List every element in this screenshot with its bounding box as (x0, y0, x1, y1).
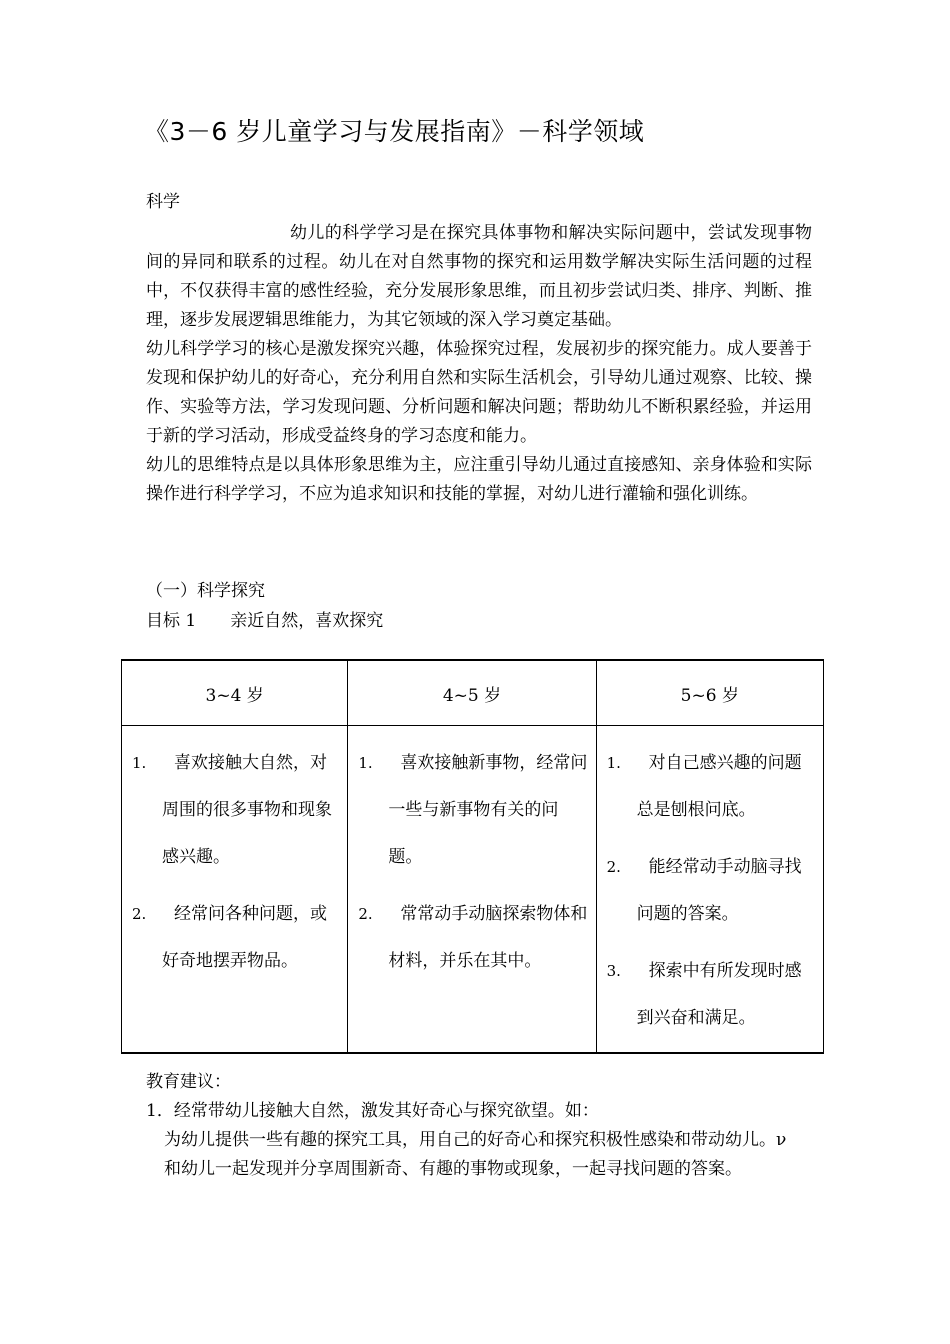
table-cell-4-5 (348, 726, 596, 1054)
list-item (132, 740, 339, 881)
item-text: 能经常动手动脑寻找问题的答案。 (636, 857, 802, 924)
advice-item-1: 1．经常带幼儿接触大自然，激发其好奇心与探究欲望。如： (146, 1101, 599, 1121)
table-header-5-6: 5~6 岁 (596, 660, 823, 726)
item-text: 对自己感兴趣的问题总是刨根问底。 (636, 753, 802, 820)
advice-line-2: 为幼儿提供一些有趣的探究工具，用自己的好奇心和探究积极性感染和带动幼儿。ν (164, 1130, 787, 1150)
intro-paragraph-2: 幼儿科学学习的核心是激发探究兴趣，体验探究过程，发展初步的探究能力。成人要善于发现和保护幼儿的好奇心，充分利用自然和实际生活机会，引导幼儿通过观察、比较、操作、实验等方法，学习发现问题、分析问题和解决问题；帮助幼儿不断积累经验，并运用于新的学习活动，形成受益终身的学习态度和能力。 (146, 339, 812, 446)
item-text: 喜欢接触大自然，对周围的很多事物和现象感兴趣。 (162, 753, 332, 867)
item-number: 2. (132, 905, 147, 923)
intro-paragraph-1: 幼儿的科学学习是在探究具体事物和解决实际问题中，尝试发现事物间的异同和联系的过程。幼儿在对自然事物的探究和运用数学解决实际生活问题的过程中，不仅获得丰富的感性经验，充分发展形象思维，而且初步尝试归类、排序、判断、推理，逐步发展逻辑思维能力，为其它领域的深入学习奠定基础。 (146, 223, 812, 330)
list-item (358, 891, 587, 985)
item-number: 1. (358, 754, 373, 772)
table-cell-3-4 (122, 726, 348, 1054)
section-heading: 科学 (146, 192, 180, 212)
document-title: 《3－6 岁儿童学习与发展指南》－科学领域 (144, 117, 645, 146)
item-text: 喜欢接触新事物，经常问一些与新事物有关的问题。 (388, 753, 588, 867)
list-item (607, 948, 815, 1042)
goal-text: 亲近自然，喜欢探究 (230, 611, 384, 631)
item-number: 2. (358, 905, 373, 923)
advice-heading: 教育建议： (146, 1072, 231, 1092)
table-header-3-4: 3~4 岁 (122, 660, 348, 726)
table-header-4-5: 4~5 岁 (348, 660, 596, 726)
item-number: 1. (132, 754, 147, 772)
list-item (358, 740, 587, 881)
item-text: 常常动手动脑探索物体和材料，并乐在其中。 (388, 904, 588, 971)
item-number: 2. (606, 858, 621, 876)
item-number: 1. (606, 754, 621, 772)
list-item (607, 740, 815, 834)
item-number: 3. (606, 962, 621, 980)
age-goals-table (121, 659, 824, 1054)
item-text: 探索中有所发现时感到兴奋和满足。 (636, 961, 802, 1028)
goal-label: 目标 1 (146, 611, 197, 631)
sub-heading: （一）科学探究 (146, 581, 265, 601)
table-cell-5-6 (596, 726, 823, 1054)
goal-line (146, 607, 383, 636)
list-item (132, 891, 339, 985)
item-text: 经常问各种问题，或好奇地摆弄物品。 (162, 904, 327, 971)
advice-line-3: 和幼儿一起发现并分享周围新奇、有趣的事物或现象，一起寻找问题的答案。 (164, 1159, 742, 1179)
intro-text (146, 219, 812, 509)
intro-paragraph-3: 幼儿的思维特点是以具体形象思维为主，应注重引导幼儿通过直接感知、亲身体验和实际操作进行科学学习，不应为追求知识和技能的掌握，对幼儿进行灌输和强化训练。 (146, 455, 812, 504)
list-item (607, 844, 815, 938)
education-advice (146, 1068, 812, 1184)
